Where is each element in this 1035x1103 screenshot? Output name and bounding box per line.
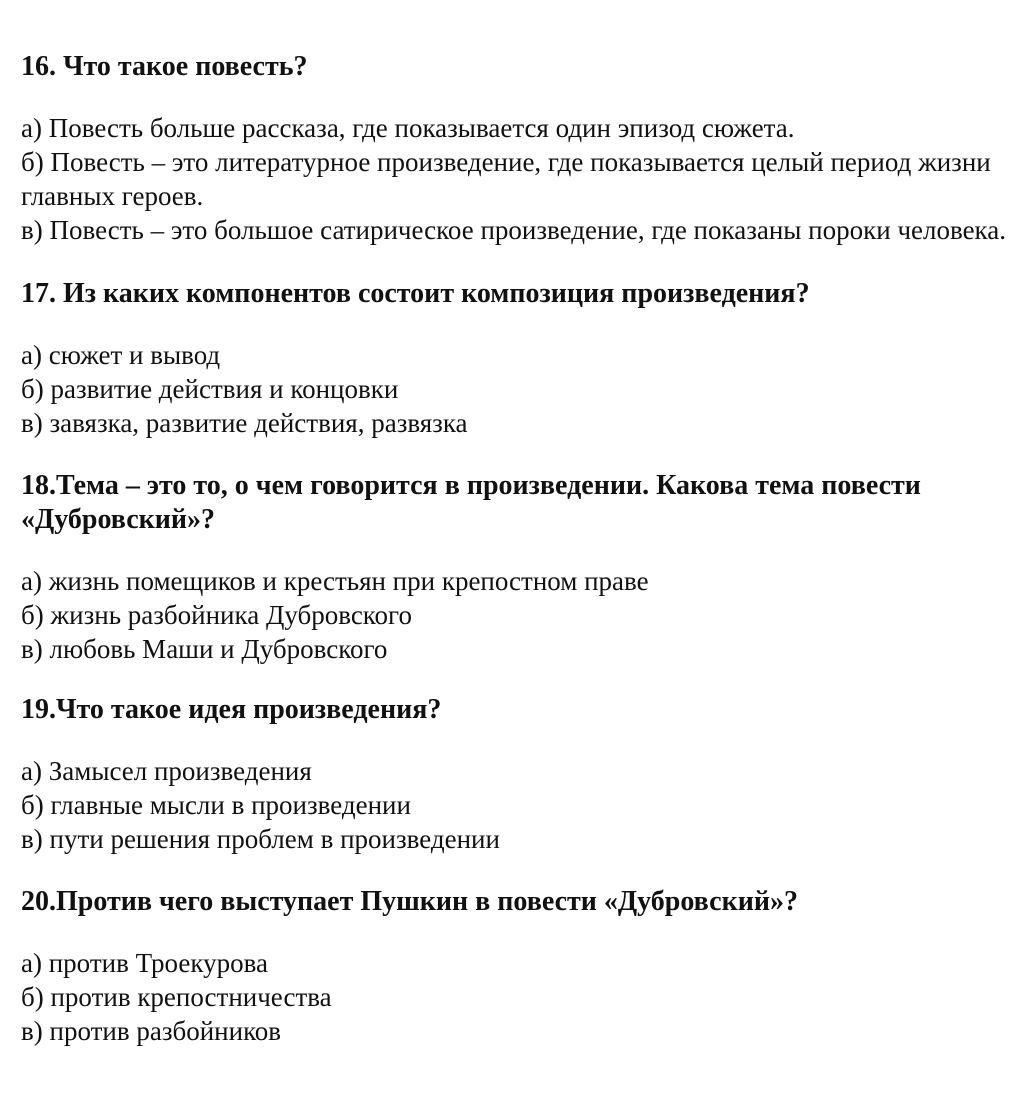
answer-option-a: а) жизнь помещиков и крестьян при крепостном праве — [21, 566, 649, 596]
answer-list — [21, 946, 1006, 1048]
question-block-18 — [21, 469, 1006, 666]
question-block-17 — [21, 277, 1006, 440]
answer-option-c: в) против разбойников — [21, 1016, 282, 1046]
answer-list — [21, 564, 1006, 666]
answer-option-c: в) любовь Маши и Дубровского — [21, 634, 388, 664]
answer-option-b: б) развитие действия и концовки — [21, 374, 399, 404]
question-title: 19.Что такое идея произведения? — [21, 694, 442, 725]
answer-option-c: в) Повесть – это большое сатирическое произведение, где показаны пороки человека. — [21, 215, 1006, 245]
answer-list — [21, 338, 1006, 440]
answer-option-c: в) пути решения проблем в произведении — [21, 824, 500, 854]
answer-option-a: а) Замысел произведения — [21, 756, 312, 786]
quiz-document — [21, 50, 1006, 1076]
question-title: 20.Против чего выступает Пушкин в повести «Дубровский»? — [21, 886, 798, 917]
answer-option-b: б) против крепостничества — [21, 982, 332, 1012]
answer-option-a: а) Повесть больше рассказа, где показывается один эпизод сюжета. — [21, 113, 795, 143]
answer-option-a: а) сюжет и вывод — [21, 340, 221, 370]
answer-list — [21, 111, 1006, 247]
answer-option-a: а) против Троекурова — [21, 948, 268, 978]
question-block-19 — [21, 693, 1006, 856]
question-block-20 — [21, 885, 1006, 1048]
question-block-16 — [21, 50, 1006, 247]
answer-option-c: в) завязка, развитие действия, развязка — [21, 408, 468, 438]
answer-option-b: б) Повесть – это литературное произведение, где показывается целый период жизни главных героев. — [21, 147, 991, 211]
answer-list — [21, 754, 1006, 856]
question-title: 17. Из каких компонентов состоит композиция произведения? — [21, 278, 810, 309]
answer-option-b: б) жизнь разбойника Дубровского — [21, 600, 412, 630]
answer-option-b: б) главные мысли в произведении — [21, 790, 411, 820]
question-title: 18.Тема – это то, о чем говорится в произведении. Какова тема повести «Дубровский»? — [21, 470, 921, 535]
question-title: 16. Что такое повесть? — [21, 51, 308, 82]
